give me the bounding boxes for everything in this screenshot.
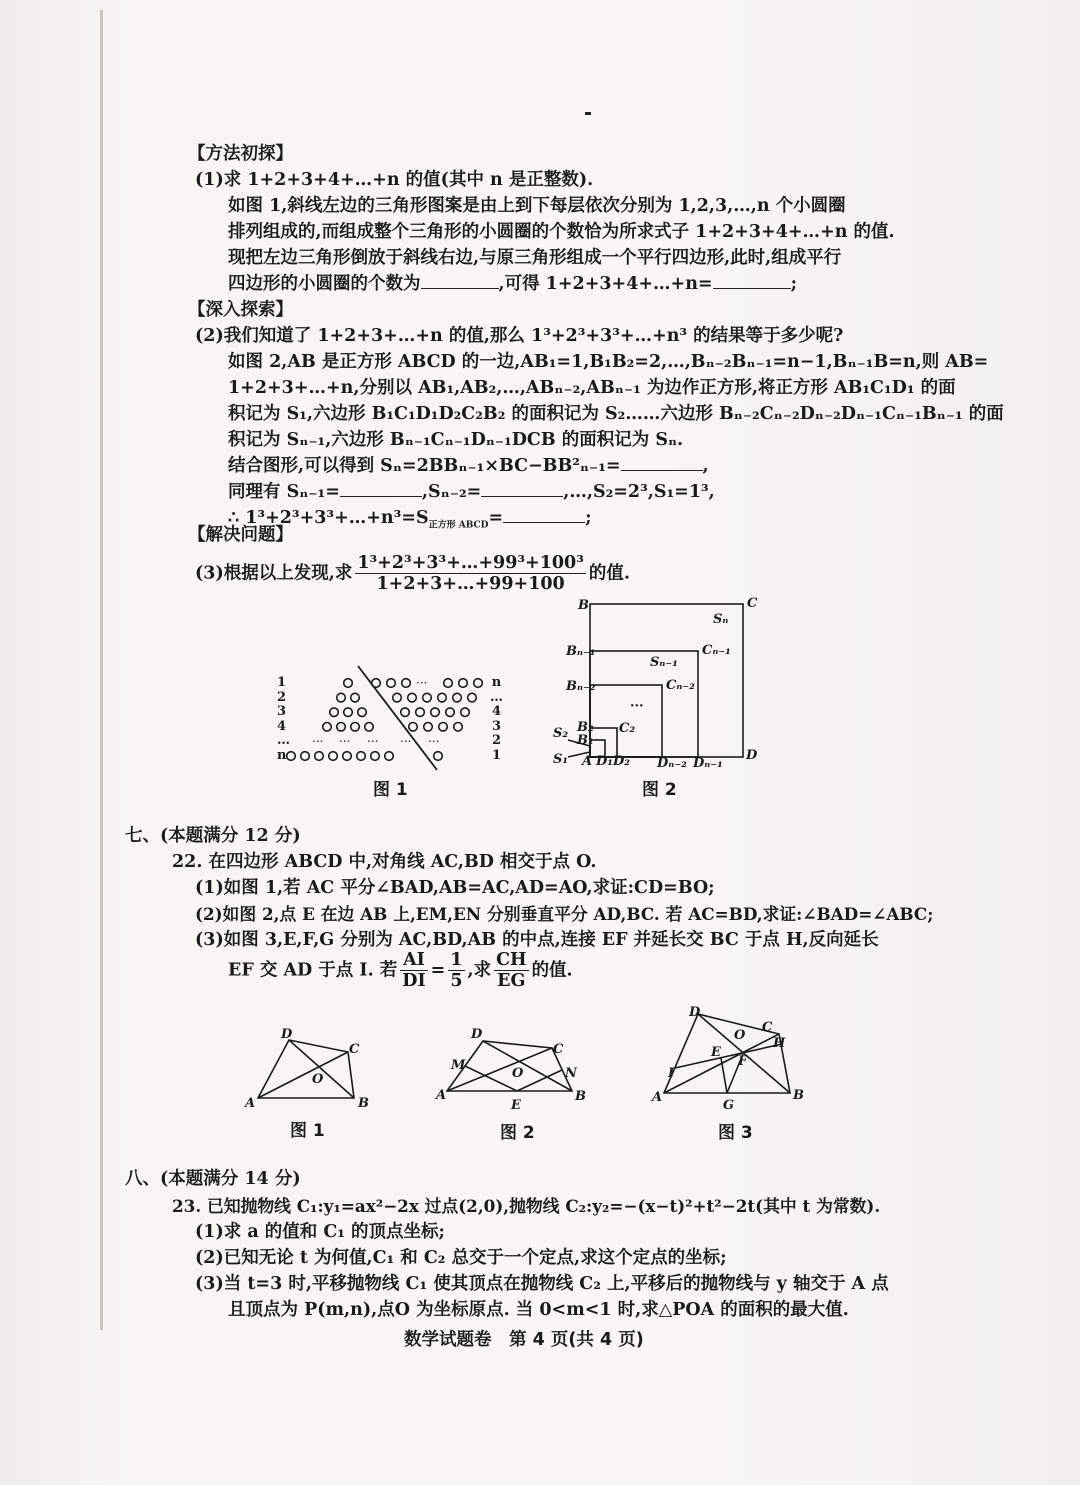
q22f2-label-b: B: [575, 1089, 586, 1104]
q2-line-2: 1+2+3+…+n,分别以 AB₁,AB₂,…,ABₙ₋₂,ABₙ₋₁ 为边作正方形,将正方形 AB₁C₁D₁ 的面: [228, 378, 956, 398]
q22f2-label-e: E: [511, 1098, 521, 1113]
q22-fig1-caption: 图 1: [290, 1121, 325, 1141]
fig1-left-num: n: [277, 747, 287, 763]
q3-numerator: 1³+2³+3³+…+99³+100³: [357, 553, 584, 573]
fig2-caption: 图 2: [642, 780, 677, 800]
fig1-left-num: …: [277, 733, 290, 749]
fig2-label-sn: Sₙ: [713, 612, 729, 627]
page-footer: 数学试题卷 第 4 页(共 4 页): [404, 1330, 644, 1350]
q22-title: 22. 在四边形 ABCD 中,对角线 AC,BD 相交于点 O.: [172, 852, 597, 872]
q1-line-4-text-a: 四边形的小圆圈的个数为: [228, 274, 421, 294]
q22f3-label-e: E: [711, 1045, 721, 1060]
fig2-label-sn1: Sₙ₋₁: [650, 655, 678, 670]
q22f2-label-n: N: [565, 1066, 577, 1081]
q23-title: 23. 已知抛物线 C₁:y₁=ax²−2x 过点(2,0),抛物线 C₂:y₂=−(x−t)²+t²−2t(其中 t 为常数).: [172, 1196, 881, 1216]
q22f2-label-o: O: [512, 1066, 524, 1081]
q2-line-7-semicolon: ;: [585, 508, 592, 528]
fig2-label-d2: D₂: [613, 754, 630, 769]
fig2-label-cn1: Cₙ₋₁: [702, 643, 731, 658]
q22-frac2-den: 5: [450, 971, 463, 991]
fig2-label-bn1: Bₙ₋₁: [566, 644, 596, 659]
fig1-right-num: 2: [491, 733, 502, 749]
q2-line-6-text-b: ,Sₙ₋₂=: [421, 482, 482, 502]
q1-line-4-text-c: ;: [790, 274, 798, 294]
q23-part-3-cont: 且顶点为 P(m,n),点O 为坐标原点. 当 0<m<1 时,求△POA 的面积的最大值.: [228, 1300, 849, 1320]
q22-text-b: ,求: [467, 960, 492, 981]
q22-fig1-quad: [258, 1040, 354, 1098]
fig1-ellipsis: ···: [367, 734, 379, 749]
fig1-left-num: 3: [277, 704, 287, 720]
fig1-left-num: 4: [277, 718, 287, 734]
q1-line-1: 如图 1,斜线左边的三角形图案是由上到下每层依次分别为 1,2,3,…,n 个小圆圈: [228, 196, 846, 216]
fig1-ellipsis: ···: [400, 734, 412, 749]
q22-frac1-den: DI: [402, 971, 426, 991]
section-7-title: 七、(本题满分 12 分): [125, 826, 301, 846]
q22-text-a: EF 交 AD 于点 I. 若: [228, 960, 398, 981]
q22f3-label-f: F: [738, 1054, 748, 1069]
fig2-label-b2: B₂: [577, 720, 594, 735]
q22f3-label-i: I: [668, 1066, 675, 1081]
q22f3-label-c: C: [762, 1020, 773, 1035]
q22f1-label-b: B: [358, 1096, 369, 1111]
q3-suffix: 的值.: [588, 563, 630, 584]
q3-prefix: (3)根据以上发现,求: [195, 563, 353, 584]
fig2-label-dn2: Dₙ₋₂: [657, 756, 687, 771]
q22-equals: =: [430, 960, 446, 981]
q1-line-2: 排列组成的,而组成整个三角形的小圆圈的个数恰为所求式子 1+2+3+4+…+n 的值.: [228, 222, 895, 242]
q22-part-1: (1)如图 1,若 AC 平分∠BAD,AB=AC,AD=AO,求证:CD=BO;: [195, 878, 715, 898]
fig1-right-num: 3: [491, 718, 502, 734]
q3-denominator: 1+2+3+…+99+100: [376, 574, 565, 594]
q22-frac1-num: AI: [400, 950, 427, 971]
fig1-right-num: n: [491, 675, 502, 690]
q22f3-label-d: D: [689, 1005, 701, 1020]
q22f1-label-d: D: [281, 1027, 293, 1042]
fig2-label-c2: C₂: [619, 721, 636, 736]
q2-line-3: 积记为 S₁,六边形 B₁C₁D₁D₂C₂B₂ 的面积记为 S₂……六边形 Bₙ₋₂Cₙ₋₂Dₙ₋₂Dₙ₋₁Cₙ₋₁Bₙ₋₁ 的面: [228, 404, 1004, 424]
q22-fig2-caption: 图 2: [500, 1123, 535, 1143]
q22f2-label-c: C: [553, 1042, 564, 1057]
fig1-right-num: 4: [491, 704, 502, 720]
q23-part-3: (3)当 t=3 时,平移抛物线 C₁ 使其顶点在抛物线 C₂ 上,平移后的抛物线与 y 轴交于 A 点: [195, 1274, 889, 1294]
q1-title: (1)求 1+2+3+4+…+n 的值(其中 n 是正整数).: [195, 170, 594, 190]
q22-frac3-num: CH: [496, 950, 527, 970]
q2-line-5-text: 结合图形,可以得到 Sₙ=2BBₙ₋₁×BC−BB²ₙ₋₁=: [228, 456, 621, 476]
q2-line-7-equals: =: [488, 508, 504, 528]
fig1-right-num: 1: [491, 747, 502, 763]
q22-frac2-num: 1: [450, 950, 463, 970]
section-method-header: 【方法初探】: [188, 144, 293, 164]
q22f1-label-a: A: [245, 1096, 256, 1111]
q22-fig3-caption: 图 3: [718, 1123, 753, 1143]
fig2-label-b1: B₁: [577, 733, 594, 748]
section-solve-header: 【解决问题】: [188, 525, 293, 545]
q22-frac3-den: EG: [497, 971, 526, 991]
q22-part-3: (3)如图 3,E,F,G 分别为 AC,BD,AB 的中点,连接 EF 并延长交 BC 于点 H,反向延长: [195, 930, 879, 950]
q2-line-6-text-c: ,…,S₂=2³,S₁=1³,: [563, 482, 715, 502]
fig2-label-a: A: [582, 754, 593, 769]
fig2-label-c: C: [747, 596, 758, 611]
q2-line-4: 积记为 Sₙ₋₁,六边形 Bₙ₋₁Cₙ₋₁Dₙ₋₁DCB 的面积记为 Sₙ.: [228, 430, 684, 450]
fig2-dots: ···: [630, 699, 644, 714]
q23-part-2: (2)已知无论 t 为何值,C₁ 和 C₂ 总交于一个定点,求这个定点的坐标;: [195, 1248, 727, 1268]
fig1-caption: 图 1: [373, 780, 408, 800]
q2-line-1: 如图 2,AB 是正方形 ABCD 的一边,AB₁=1,B₁B₂=2,…,Bₙ₋₂Bₙ₋₁=n−1,Bₙ₋₁B=n,则 AB=: [228, 352, 989, 372]
fig1-left-num: 2: [277, 689, 287, 705]
q2-line-6-text-a: 同理有 Sₙ₋₁=: [228, 482, 340, 502]
q22f1-label-o: O: [312, 1072, 324, 1087]
q22f3-label-g: G: [723, 1098, 735, 1113]
section-deep-header: 【深入探索】: [188, 300, 293, 320]
fig2-label-d1: D₁: [596, 754, 613, 769]
fig2-label-b: B: [578, 598, 589, 613]
fig1-ellipsis: ···: [416, 676, 428, 690]
fig2-label-bn2: Bₙ₋₂: [566, 679, 596, 694]
q22f1-label-c: C: [349, 1042, 360, 1057]
q22f2-label-d: D: [471, 1027, 483, 1042]
q22f3-label-b: B: [793, 1088, 804, 1103]
q22f3-label-a: A: [652, 1090, 663, 1105]
fig1-right-num: …: [490, 689, 503, 705]
q23-part-1: (1)求 a 的值和 C₁ 的顶点坐标;: [195, 1222, 445, 1242]
fig1-ellipsis: ···: [312, 734, 324, 749]
q22-text-c: 的值.: [531, 960, 573, 981]
q2-line-7-subscript: 正方形 ABCD: [428, 520, 489, 531]
section-8-title: 八、(本题满分 14 分): [125, 1169, 301, 1189]
q2-line-5-comma: ,: [702, 456, 709, 476]
fig1-left-num: 1: [277, 675, 287, 690]
q22f2-label-a: A: [436, 1088, 447, 1103]
q2-title: (2)我们知道了 1+2+3+…+n 的值,那么 1³+2³+3³+…+n³ 的结果等于多少呢?: [195, 326, 844, 346]
fig2-label-cn2: Cₙ₋₂: [666, 678, 695, 693]
q22-part-2: (2)如图 2,点 E 在边 AB 上,EM,EN 分别垂直平分 AD,BC. 若 AC=BD,求证:∠BAD=∠ABC;: [195, 904, 934, 924]
q22f3-label-o: O: [734, 1028, 746, 1043]
fig2-label-s1: S₁: [553, 752, 569, 767]
q2-line-7-text-a: ∴ 1³+2³+3³+…+n³=S: [228, 508, 429, 528]
fig2-label-d: D: [746, 748, 758, 763]
q1-line-4-text-b: ,可得 1+2+3+4+…+n=: [498, 274, 713, 294]
q1-line-3: 现把左边三角形倒放于斜线右边,与原三角形组成一个平行四边形,此时,组成平行: [228, 248, 842, 268]
fig1-ellipsis: ···: [428, 734, 440, 749]
q22f2-label-m: M: [451, 1058, 466, 1073]
fig1-ellipsis: ···: [339, 734, 351, 749]
fig2-label-dn1: Dₙ₋₁: [693, 756, 723, 771]
q22f3-label-h: H: [773, 1036, 786, 1051]
fig2-label-s2: S₂: [553, 726, 569, 741]
